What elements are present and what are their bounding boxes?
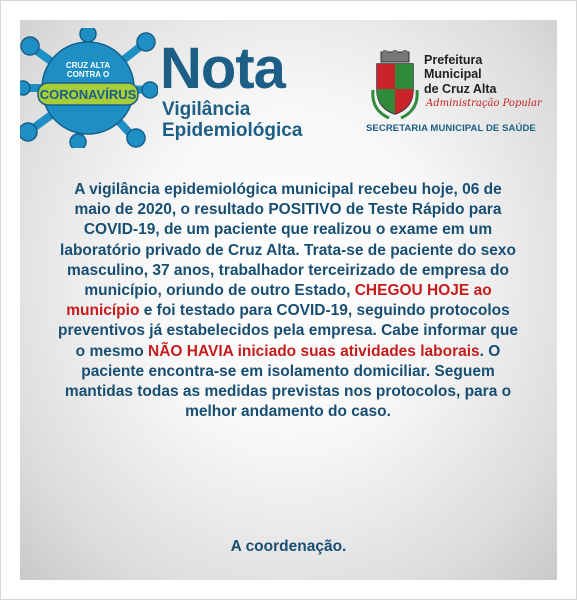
body-part2: e foi testado para COVID-19, seguindo protocolos preventivos já estabelecidos pela empresa. Cabe informar que o mesmo xyxy=(58,302,519,360)
prefeitura-name xyxy=(424,53,496,96)
badge-line3: CORONAVÍRUS xyxy=(39,87,137,102)
badge-line2: CONTRA O xyxy=(66,70,110,79)
badge-line1: CRUZ ALTA xyxy=(65,61,111,70)
secretaria-label: SECRETARIA MUNICIPAL DE SAÚDE xyxy=(366,123,536,134)
signature: A coordenação. xyxy=(230,538,347,555)
prefeitura-line3: de Cruz Alta xyxy=(424,81,497,96)
prefeitura-line2: Municipal xyxy=(424,67,482,82)
page-subtitle xyxy=(162,100,302,142)
body-part1: A vigilância epidemiológica municipal recebeu hoje, 06 de maio de 2020, o resultado POSITIVO de Teste Rápido para COVID-19, de um paciente que realizou o exame em um laboratório privado de Cruz Alta. Trata-se de paciente do sexo masculino, 37 anos, trabalhador terceirizado de empresa do município, oriundo de outro Estado, xyxy=(60,181,516,300)
subtitle-line2: Epidemiológica xyxy=(162,119,303,141)
coronavirus-badge-icon xyxy=(20,28,158,148)
body-part3: . O paciente encontra-se em isolamento domiciliar. Seguem mantidas todas as medidas previstas nos protocolos, para o melhor andamento do caso. xyxy=(64,342,512,421)
subtitle-line1: Vigilância xyxy=(162,99,251,120)
body-highlight1: CHEGOU HOJE ao município xyxy=(66,282,492,320)
note-body xyxy=(58,180,518,422)
body-highlight2: NÃO HAVIA iniciado suas atividades laborais xyxy=(148,342,480,360)
prefeitura-line1: Prefeitura xyxy=(424,53,483,67)
city-crest-icon xyxy=(371,50,419,120)
note-card xyxy=(20,20,557,580)
page-title: Nota xyxy=(160,36,285,101)
prefeitura-tagline: Administração Popular xyxy=(426,98,542,109)
